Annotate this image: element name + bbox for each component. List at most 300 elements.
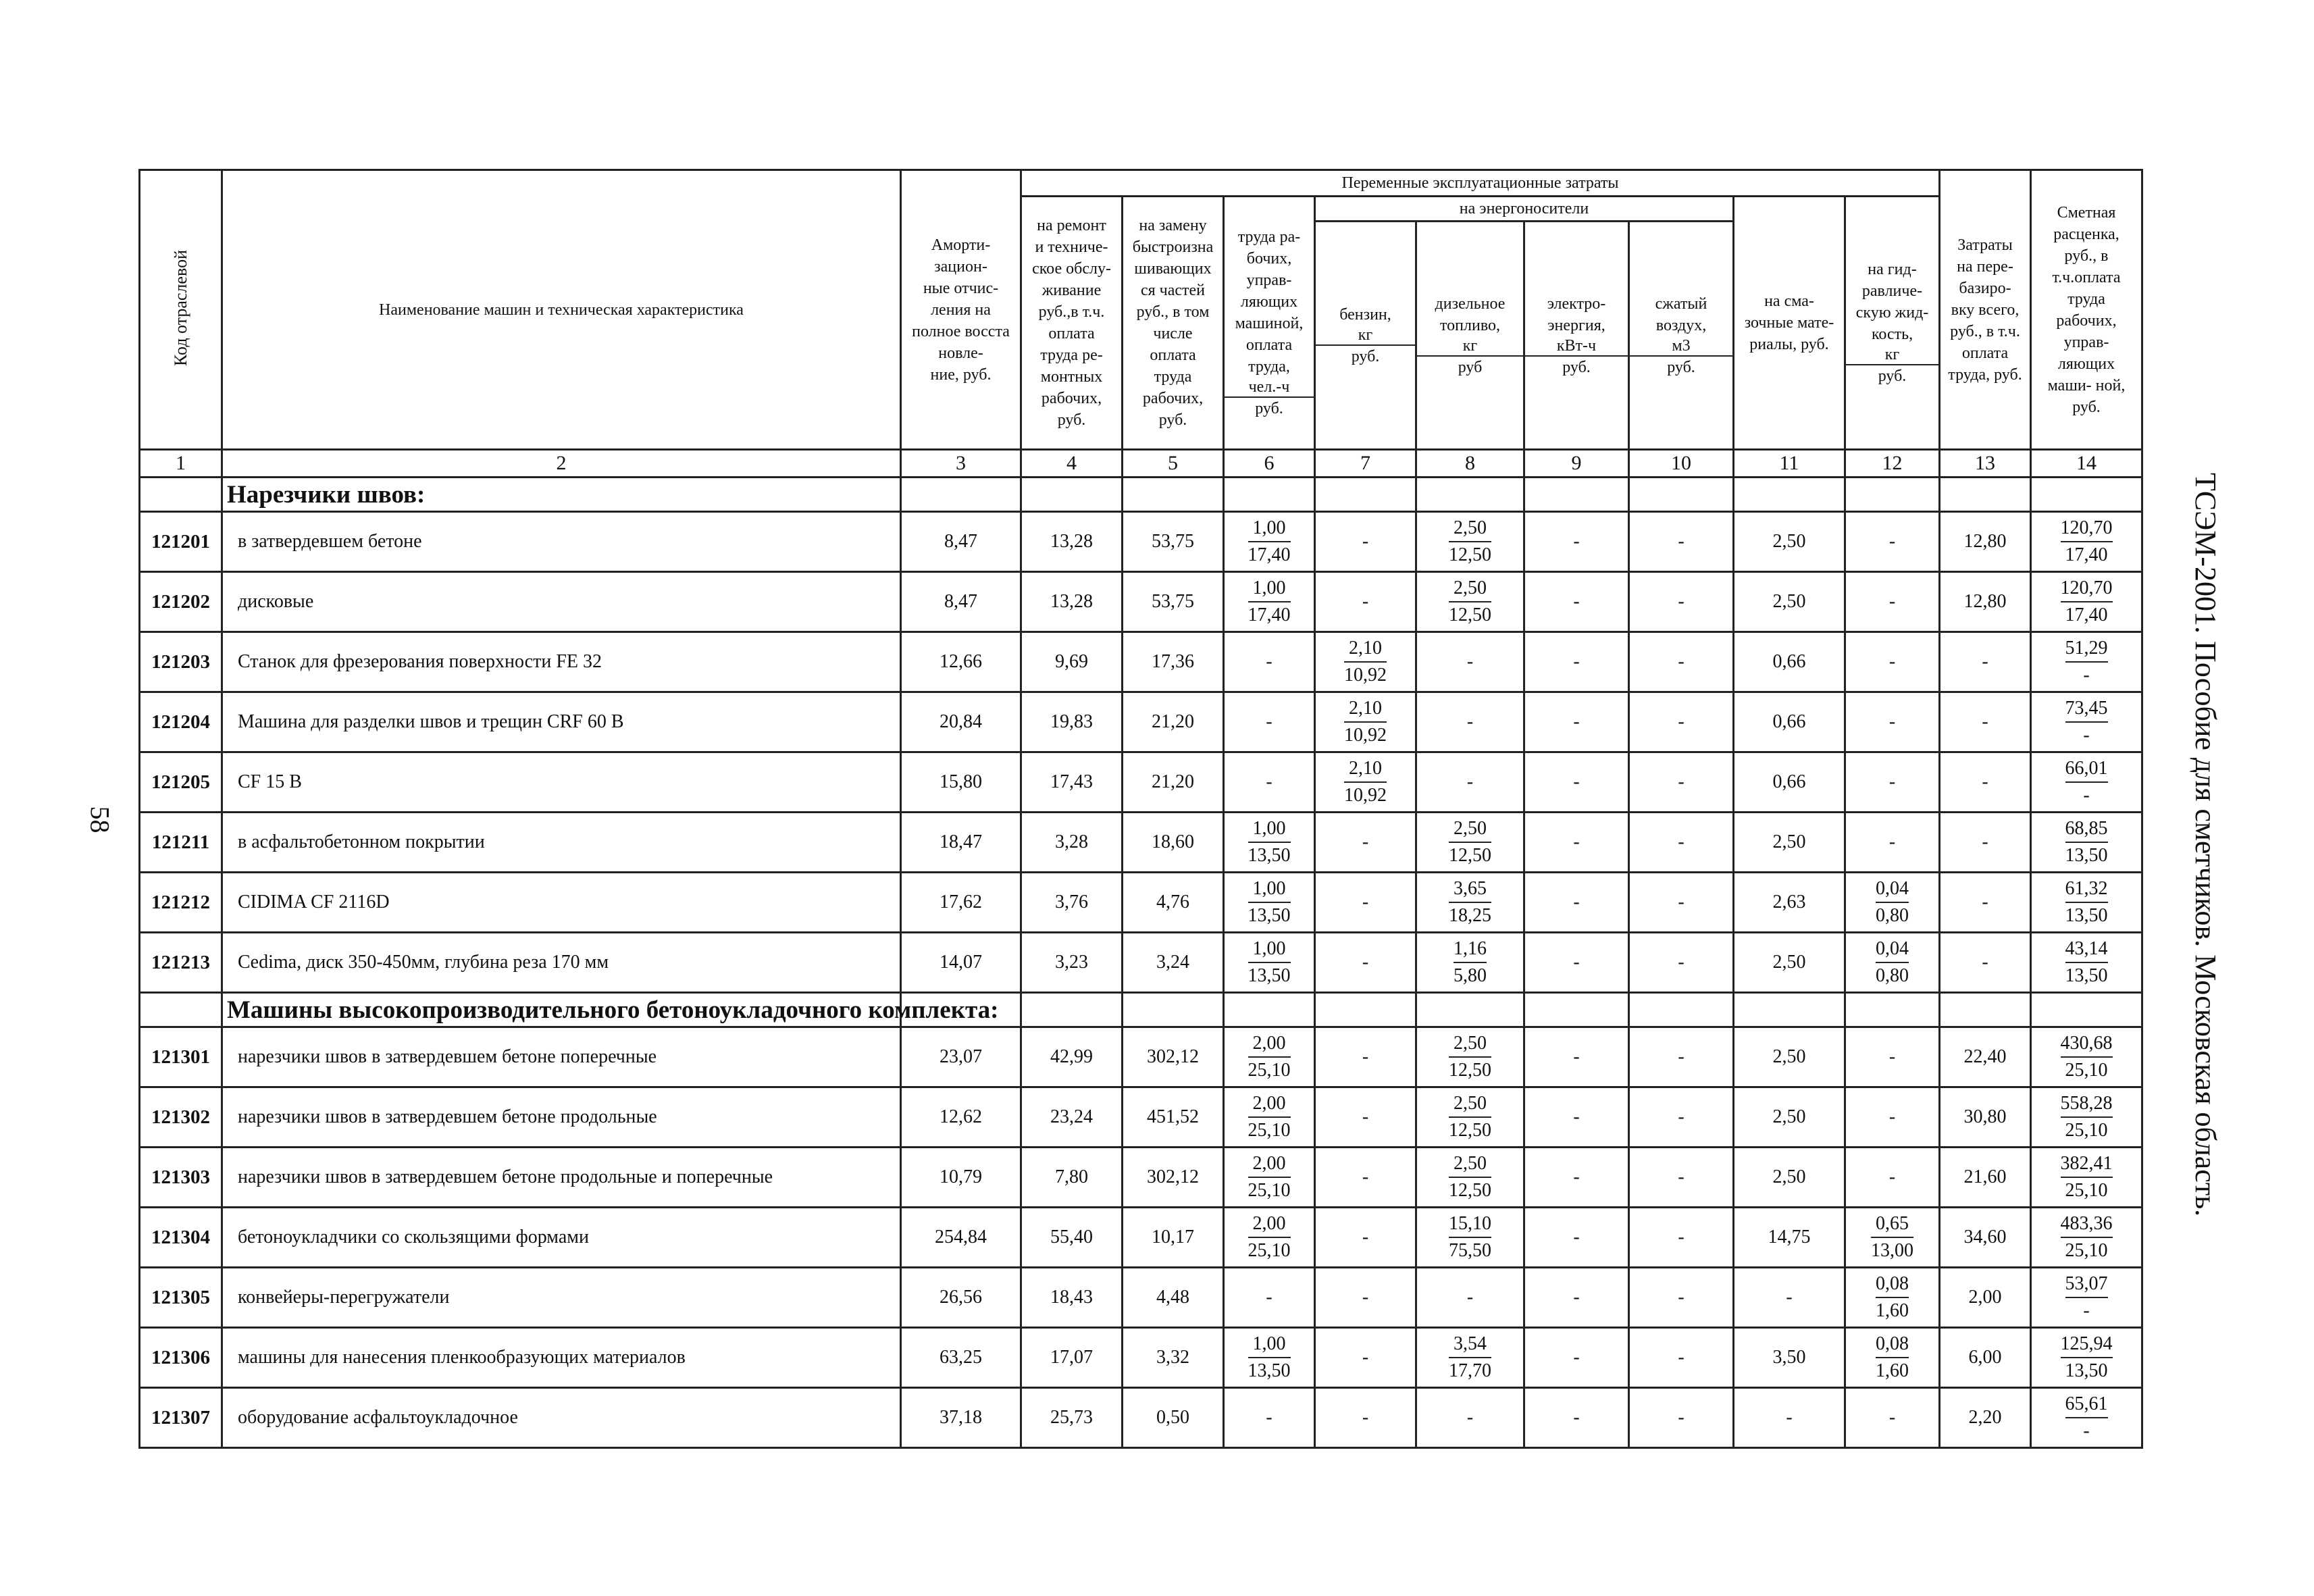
fraction-value xyxy=(1248,936,1291,989)
unit-fraction xyxy=(1630,336,1732,378)
fraction-value xyxy=(1248,1331,1291,1384)
fraction-bottom: 0,80 xyxy=(1876,965,1909,986)
cell-c12: - xyxy=(1845,572,1940,632)
row-name: в затвердевшем бетоне xyxy=(222,512,901,572)
table-row xyxy=(140,933,2142,993)
fraction-value xyxy=(1449,1031,1491,1083)
section-empty-cell xyxy=(1416,478,1524,512)
fraction-bottom: 1,60 xyxy=(1876,1300,1909,1321)
cell-c6 xyxy=(1224,572,1315,632)
table-row xyxy=(140,1328,2142,1388)
column-number: 4 xyxy=(1021,450,1123,478)
fraction-value xyxy=(1248,1151,1291,1204)
header-line: на гид- xyxy=(1868,261,1917,278)
unit-bottom: руб. xyxy=(1878,367,1907,385)
fraction-bottom: 13,50 xyxy=(2065,1360,2108,1381)
fraction-top: 66,01 xyxy=(2065,756,2108,783)
fraction-bottom: 12,50 xyxy=(1449,1120,1491,1141)
fraction-top: 430,68 xyxy=(2061,1031,2113,1058)
cell-c4: 13,28 xyxy=(1021,572,1123,632)
table-body xyxy=(140,478,2142,1448)
column-number: 2 xyxy=(222,450,901,478)
table-row xyxy=(140,512,2142,572)
cell-c3: 20,84 xyxy=(901,692,1021,752)
cell-c9: - xyxy=(1524,632,1629,692)
fraction-bottom: 17,40 xyxy=(2065,604,2108,625)
section-row xyxy=(140,993,2142,1027)
row-name: дисковые xyxy=(222,572,901,632)
row-name: CF 15 B xyxy=(222,752,901,813)
section-empty-cell xyxy=(1123,993,1224,1027)
fraction-top: 3,65 xyxy=(1449,876,1491,903)
header-diesel xyxy=(1416,222,1524,450)
fraction-value xyxy=(1449,1331,1491,1384)
cell-c10: - xyxy=(1629,813,1734,873)
cell-c4: 3,76 xyxy=(1021,873,1123,933)
fraction-bottom: 25,10 xyxy=(2065,1060,2108,1081)
side-title: ТСЭМ-2001. Пособие для сметчиков. Московская область. xyxy=(2189,473,2222,1217)
section-empty-cell xyxy=(1224,993,1315,1027)
cell-c10: - xyxy=(1629,1148,1734,1208)
cell-c4: 3,23 xyxy=(1021,933,1123,993)
cell-c9: - xyxy=(1524,1208,1629,1268)
header-line: труда, xyxy=(1248,358,1290,376)
cell-c7: - xyxy=(1315,813,1416,873)
fraction-top: 2,00 xyxy=(1248,1031,1291,1058)
header-line: полное восста xyxy=(912,322,1010,340)
cell-c12 xyxy=(1845,873,1940,933)
fraction-top: 2,10 xyxy=(1344,756,1387,783)
row-name: CIDIMA CF 2116D xyxy=(222,873,901,933)
cell-c6 xyxy=(1224,1087,1315,1148)
header-line: быстроизна xyxy=(1132,238,1214,256)
header-line: оплата xyxy=(1961,344,2009,362)
unit-bottom: руб. xyxy=(1255,400,1283,417)
header-line: на сма- xyxy=(1764,292,1814,310)
cell-c12: - xyxy=(1845,1148,1940,1208)
fraction-bottom: 75,50 xyxy=(1449,1240,1491,1261)
cell-c4: 18,43 xyxy=(1021,1268,1123,1328)
cell-c8: - xyxy=(1416,692,1524,752)
fraction-value xyxy=(1876,936,1909,989)
cell-c14 xyxy=(2031,632,2142,692)
header-line: т.ч.оплата xyxy=(2052,268,2121,286)
cell-c8 xyxy=(1416,873,1524,933)
cell-c9: - xyxy=(1524,1027,1629,1087)
unit-top: кг xyxy=(1316,326,1415,346)
cell-c6 xyxy=(1224,512,1315,572)
header-line: ся частей xyxy=(1140,282,1206,299)
cell-c9: - xyxy=(1524,512,1629,572)
fraction-bottom: 13,50 xyxy=(1248,1360,1291,1381)
cell-c12 xyxy=(1845,1268,1940,1328)
unit-fraction xyxy=(1846,345,1938,387)
fraction-top: 2,50 xyxy=(1449,1151,1491,1178)
header-line: ляющих xyxy=(1240,293,1298,311)
cell-c5: 3,24 xyxy=(1123,933,1224,993)
cell-c10: - xyxy=(1629,572,1734,632)
column-number: 9 xyxy=(1524,450,1629,478)
cell-c5: 3,32 xyxy=(1123,1328,1224,1388)
cell-c10: - xyxy=(1629,1328,1734,1388)
header-line: живание xyxy=(1042,282,1102,299)
cell-c8: - xyxy=(1416,632,1524,692)
fraction-value xyxy=(2061,1211,2113,1264)
cell-c12: - xyxy=(1845,1388,1940,1448)
header-line: труда xyxy=(1154,368,1192,386)
cell-c10: - xyxy=(1629,632,1734,692)
fraction-value xyxy=(1449,1151,1491,1204)
cell-c3: 8,47 xyxy=(901,512,1021,572)
unit-top: кг xyxy=(1417,336,1523,357)
cell-c6 xyxy=(1224,873,1315,933)
section-title: Нарезчики швов: xyxy=(222,478,901,512)
section-row xyxy=(140,478,2142,512)
header-line: равличе- xyxy=(1861,282,1923,300)
table-row xyxy=(140,692,2142,752)
fraction-top: 51,29 xyxy=(2065,636,2108,663)
header-line: зочные мате- xyxy=(1744,314,1834,332)
fraction-top: 1,00 xyxy=(1248,575,1291,602)
cell-c3: 17,62 xyxy=(901,873,1021,933)
cell-c4: 3,28 xyxy=(1021,813,1123,873)
fraction-bottom: - xyxy=(2083,1420,2090,1441)
header-lube xyxy=(1734,197,1845,450)
cell-c4: 9,69 xyxy=(1021,632,1123,692)
unit-fraction xyxy=(1316,326,1415,367)
header-line: на ремонт xyxy=(1037,217,1106,234)
fraction-bottom: 25,10 xyxy=(1248,1060,1291,1081)
fraction-value xyxy=(1449,876,1491,929)
column-number: 7 xyxy=(1315,450,1416,478)
cell-c6 xyxy=(1224,1148,1315,1208)
header-line: базиро- xyxy=(1959,279,2011,297)
header-line: расценка, xyxy=(2053,225,2119,243)
cell-c9: - xyxy=(1524,692,1629,752)
header-line: вку всего, xyxy=(1951,301,2020,319)
cell-c8 xyxy=(1416,572,1524,632)
fraction-bottom: 10,92 xyxy=(1344,665,1387,686)
fraction-top: 125,94 xyxy=(2061,1331,2113,1358)
fraction-top: 53,07 xyxy=(2065,1271,2108,1298)
fraction-top: 2,50 xyxy=(1449,575,1491,602)
fraction-value xyxy=(1449,816,1491,869)
section-empty-cell xyxy=(1629,478,1734,512)
cell-c12: - xyxy=(1845,512,1940,572)
header-line: рабочих, xyxy=(1041,390,1102,407)
cell-c13: 34,60 xyxy=(1940,1208,2031,1268)
cell-c13: 12,80 xyxy=(1940,572,2031,632)
header-line: руб.,в т.ч. xyxy=(1038,303,1105,321)
unit-fraction xyxy=(1417,336,1523,378)
row-name: Cedima, диск 350-450мм, глубина реза 170 мм xyxy=(222,933,901,993)
cell-c9: - xyxy=(1524,1328,1629,1388)
section-empty-cell xyxy=(1734,993,1845,1027)
cell-c13: - xyxy=(1940,632,2031,692)
header-line: руб. xyxy=(1057,411,1086,429)
cell-c11: 2,50 xyxy=(1734,1027,1845,1087)
cell-c13: 2,00 xyxy=(1940,1268,2031,1328)
header-line: ляющих xyxy=(2057,355,2115,373)
fraction-value xyxy=(2061,575,2113,628)
section-empty-cell xyxy=(1315,993,1416,1027)
row-code: 121307 xyxy=(140,1388,222,1448)
header-line: управ- xyxy=(1246,272,1292,289)
row-code: 121211 xyxy=(140,813,222,873)
fraction-bottom: 17,40 xyxy=(2065,544,2108,565)
fraction-bottom: 1,60 xyxy=(1876,1360,1909,1381)
fraction-top: 558,28 xyxy=(2061,1091,2113,1118)
header-code: Код отраслевой xyxy=(140,170,222,450)
fraction-value xyxy=(1248,1031,1291,1083)
row-code: 121305 xyxy=(140,1268,222,1328)
cell-c7: - xyxy=(1315,1027,1416,1087)
cell-c5: 302,12 xyxy=(1123,1148,1224,1208)
cell-c4: 7,80 xyxy=(1021,1148,1123,1208)
cell-c14 xyxy=(2031,572,2142,632)
header-air xyxy=(1629,222,1734,450)
cell-c7: - xyxy=(1315,933,1416,993)
cell-c9: - xyxy=(1524,813,1629,873)
fraction-bottom: 13,50 xyxy=(2065,845,2108,866)
column-number: 14 xyxy=(2031,450,2142,478)
fraction-value xyxy=(2065,1271,2108,1324)
row-name: нарезчики швов в затвердевшем бетоне поперечные xyxy=(222,1027,901,1087)
fraction-value xyxy=(2061,1151,2113,1204)
cell-c11: 2,50 xyxy=(1734,813,1845,873)
cell-c4: 42,99 xyxy=(1021,1027,1123,1087)
section-empty-cell xyxy=(1845,478,1940,512)
cell-c14 xyxy=(2031,1208,2142,1268)
cell-c7 xyxy=(1315,632,1416,692)
table-row xyxy=(140,1208,2142,1268)
row-name: Станок для фрезерования поверхности FE 32 xyxy=(222,632,901,692)
header-line: электро- энергия, xyxy=(1547,294,1606,334)
header-line: и техниче- xyxy=(1035,238,1108,256)
cell-c6: - xyxy=(1224,1268,1315,1328)
row-name: нарезчики швов в затвердевшем бетоне продольные xyxy=(222,1087,901,1148)
fraction-value xyxy=(2065,696,2108,748)
fraction-value xyxy=(1876,876,1909,929)
cell-c9: - xyxy=(1524,1388,1629,1448)
header-rate xyxy=(2031,170,2142,450)
section-empty-cell xyxy=(1940,993,2031,1027)
unit-top: чел.-ч xyxy=(1225,378,1314,398)
fraction-top: 0,04 xyxy=(1876,936,1909,963)
header-line: труда ра- xyxy=(1237,228,1301,246)
cell-c11: 14,75 xyxy=(1734,1208,1845,1268)
machine-rates-table-sheet xyxy=(138,169,2141,1449)
header-line: дизельное топливо, xyxy=(1435,294,1506,334)
header-electro xyxy=(1524,222,1629,450)
row-code: 121304 xyxy=(140,1208,222,1268)
header-petrol xyxy=(1315,222,1416,450)
cell-c14 xyxy=(2031,512,2142,572)
row-code: 121203 xyxy=(140,632,222,692)
header-line: управ- xyxy=(2063,333,2109,351)
header-line: на замену xyxy=(1139,217,1207,234)
cell-c5: 53,75 xyxy=(1123,572,1224,632)
header-line: бочих, xyxy=(1246,250,1292,267)
fraction-top: 65,61 xyxy=(2065,1391,2108,1418)
cell-c10: - xyxy=(1629,1208,1734,1268)
fraction-value xyxy=(1248,515,1291,568)
header-replace xyxy=(1123,197,1224,450)
section-empty-cell xyxy=(1123,478,1224,512)
unit-bottom: руб xyxy=(1458,358,1483,376)
cell-c13: - xyxy=(1940,692,2031,752)
fraction-top: 0,65 xyxy=(1871,1211,1913,1238)
cell-c3: 12,62 xyxy=(901,1087,1021,1148)
cell-c5: 4,48 xyxy=(1123,1268,1224,1328)
unit-bottom: руб. xyxy=(1351,347,1380,365)
column-number: 8 xyxy=(1416,450,1524,478)
table-row xyxy=(140,1268,2142,1328)
section-title: Машины высокопроизводительного бетоноукладочного комплекта: xyxy=(222,993,901,1027)
cell-c6 xyxy=(1224,1328,1315,1388)
cell-c13: - xyxy=(1940,813,2031,873)
unit-top: кг xyxy=(1846,345,1938,365)
header-line: ные отчис- xyxy=(923,279,999,297)
fraction-bottom: 12,50 xyxy=(1449,604,1491,625)
cell-c12: - xyxy=(1845,752,1940,813)
table-row xyxy=(140,1027,2142,1087)
section-empty-cell xyxy=(1224,478,1315,512)
row-code: 121205 xyxy=(140,752,222,813)
section-empty-cell xyxy=(1524,478,1629,512)
header-line: кость, xyxy=(1871,326,1913,343)
cell-c10: - xyxy=(1629,1268,1734,1328)
fraction-value xyxy=(2065,636,2108,688)
cell-c5: 18,60 xyxy=(1123,813,1224,873)
cell-c13: 30,80 xyxy=(1940,1087,2031,1148)
fraction-top: 3,54 xyxy=(1449,1331,1491,1358)
row-code: 121212 xyxy=(140,873,222,933)
row-code: 121202 xyxy=(140,572,222,632)
unit-top: м3 xyxy=(1630,336,1732,357)
cell-c11: 2,63 xyxy=(1734,873,1845,933)
cell-c13: 6,00 xyxy=(1940,1328,2031,1388)
cell-c9: - xyxy=(1524,1087,1629,1148)
header-line: труда ре- xyxy=(1040,346,1103,364)
column-number: 1 xyxy=(140,450,222,478)
cell-c7: - xyxy=(1315,1208,1416,1268)
cell-c6: - xyxy=(1224,752,1315,813)
header-line: руб., в том xyxy=(1136,303,1210,321)
cell-c11: 0,66 xyxy=(1734,692,1845,752)
cell-c14 xyxy=(2031,933,2142,993)
header-line: оплата xyxy=(1048,325,1095,342)
header-line: сжатый воздух, xyxy=(1655,294,1707,334)
header-line: новле- xyxy=(938,344,983,362)
header-line: скую жид- xyxy=(1855,304,1929,321)
fraction-value xyxy=(2065,936,2108,989)
fraction-top: 0,08 xyxy=(1876,1271,1909,1298)
cell-c10: - xyxy=(1629,933,1734,993)
header-labor xyxy=(1224,197,1315,450)
fraction-top: 1,00 xyxy=(1248,876,1291,903)
fraction-value xyxy=(2065,756,2108,808)
cell-c9: - xyxy=(1524,933,1629,993)
cell-c11: 2,50 xyxy=(1734,1087,1845,1148)
fraction-bottom: 10,92 xyxy=(1344,785,1387,806)
header-name: Наименование машин и техническая характеристика xyxy=(222,170,901,450)
fraction-bottom: 17,40 xyxy=(1248,544,1291,565)
column-number: 6 xyxy=(1224,450,1315,478)
fraction-top: 2,50 xyxy=(1449,1091,1491,1118)
cell-c10: - xyxy=(1629,1087,1734,1148)
header-line: бензин, xyxy=(1339,305,1391,324)
cell-c11: - xyxy=(1734,1388,1845,1448)
cell-c3: 254,84 xyxy=(901,1208,1021,1268)
fraction-top: 61,32 xyxy=(2065,876,2108,903)
header-line: руб. xyxy=(2072,398,2101,416)
cell-c7 xyxy=(1315,752,1416,813)
cell-c14 xyxy=(2031,1148,2142,1208)
cell-c4: 17,43 xyxy=(1021,752,1123,813)
row-name: машины для нанесения пленкообразующих материалов xyxy=(222,1328,901,1388)
table-header xyxy=(140,170,2142,478)
table-row xyxy=(140,1388,2142,1448)
row-code: 121201 xyxy=(140,512,222,572)
column-number: 12 xyxy=(1845,450,1940,478)
cell-c5: 302,12 xyxy=(1123,1027,1224,1087)
fraction-value xyxy=(2065,816,2108,869)
cell-c10: - xyxy=(1629,512,1734,572)
cell-c3: 18,47 xyxy=(901,813,1021,873)
column-number: 5 xyxy=(1123,450,1224,478)
fraction-bottom: 12,50 xyxy=(1449,544,1491,565)
cell-c12 xyxy=(1845,1328,1940,1388)
cell-c7: - xyxy=(1315,1148,1416,1208)
fraction-bottom: 0,80 xyxy=(1876,905,1909,926)
fraction-bottom: - xyxy=(2083,785,2090,806)
section-empty-cell xyxy=(2031,478,2142,512)
cell-c13: 12,80 xyxy=(1940,512,2031,572)
fraction-value xyxy=(1876,1271,1909,1324)
fraction-bottom: 13,50 xyxy=(1248,905,1291,926)
cell-c8 xyxy=(1416,813,1524,873)
fraction-top: 1,00 xyxy=(1248,816,1291,843)
fraction-top: 73,45 xyxy=(2065,696,2108,723)
cell-c4: 25,73 xyxy=(1021,1388,1123,1448)
section-empty-cell xyxy=(2031,993,2142,1027)
cell-c11: - xyxy=(1734,1268,1845,1328)
section-empty-cell xyxy=(1734,478,1845,512)
fraction-value xyxy=(1248,575,1291,628)
cell-c12 xyxy=(1845,933,1940,993)
fraction-value xyxy=(1876,1331,1909,1384)
header-amortization xyxy=(901,170,1021,450)
fraction-bottom: 25,10 xyxy=(2065,1120,2108,1141)
table-row xyxy=(140,813,2142,873)
cell-c8 xyxy=(1416,1027,1524,1087)
fraction-value xyxy=(2061,1031,2113,1083)
cell-c6: - xyxy=(1224,1388,1315,1448)
cell-c14 xyxy=(2031,1268,2142,1328)
header-line: на пере- xyxy=(1957,257,2013,276)
header-line: Затраты xyxy=(1957,236,2013,254)
unit-fraction xyxy=(1525,336,1628,378)
row-name: Машина для разделки швов и трещин CRF 60 B xyxy=(222,692,901,752)
fraction-bottom: 12,50 xyxy=(1449,1180,1491,1201)
row-code: 121303 xyxy=(140,1148,222,1208)
cell-c10: - xyxy=(1629,692,1734,752)
row-name: конвейеры-перегружатели xyxy=(222,1268,901,1328)
cell-c9: - xyxy=(1524,572,1629,632)
header-line: руб. xyxy=(1158,411,1187,429)
cell-c5: 21,20 xyxy=(1123,752,1224,813)
